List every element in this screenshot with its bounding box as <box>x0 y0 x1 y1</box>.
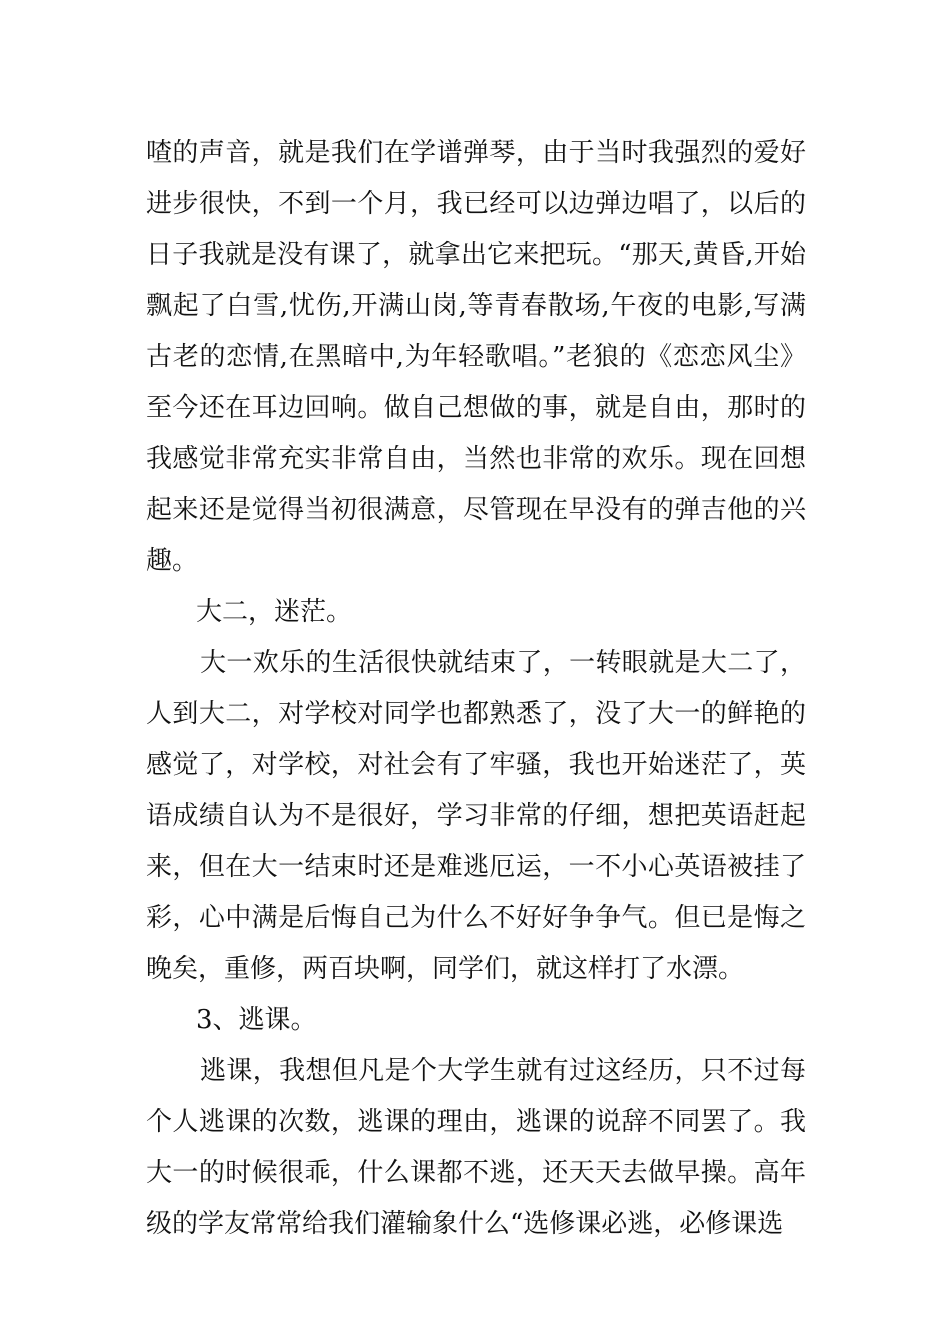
paragraph-4-heading: 3、逃课。 <box>196 1005 317 1035</box>
paragraph-3: 大一欢乐的生活很快就结束了，一转眼就是大二了，人到大二，对学校对同学也都熟悉了，没了大一的鲜艳的感觉了，对学校，对社会有了牢骚，我也开始迷茫了，英语成绩自认为不是很好，学习非常的仔细，想把英语赶起来，但在大一结束时还是难逃厄运，一不小心英语被挂了彩，心中满是后悔自己为什么不好好争争气。但已是悔之晚矣，重修，两百块啊，同学们，就这样打了水漂。 <box>146 648 806 984</box>
body-text <box>146 128 806 1250</box>
paragraph-2-heading: 大二，迷茫。 <box>196 597 353 627</box>
paragraph-1: 喳的声音，就是我们在学谱弹琴，由于当时我强烈的爱好进步很快，不到一个月，我已经可以边弹边唱了，以后的日子我就是没有课了，就拿出它来把玩。“那天,黄昏,开始飘起了白雪,忧伤,开满山岗,等青春散场,午夜的电影,写满古老的恋情,在黑暗中,为年轻歌唱。”老狼的《恋恋风尘》至今还在耳边回响。做自己想做的事，就是自由，那时的我感觉非常充实非常自由，当然也非常的欢乐。现在回想起来还是觉得当初很满意，尽管现在早没有的弹吉他的兴趣。 <box>146 138 806 576</box>
paragraph-5: 逃课，我想但凡是个大学生就有过这经历，只不过每个人逃课的次数，逃课的理由，逃课的说辞不同罢了。我大一的时候很乖，什么课都不逃，还天天去做早操。高年级的学友常常给我们灌输象什么“选修课必逃，必修课选 <box>146 1056 806 1239</box>
